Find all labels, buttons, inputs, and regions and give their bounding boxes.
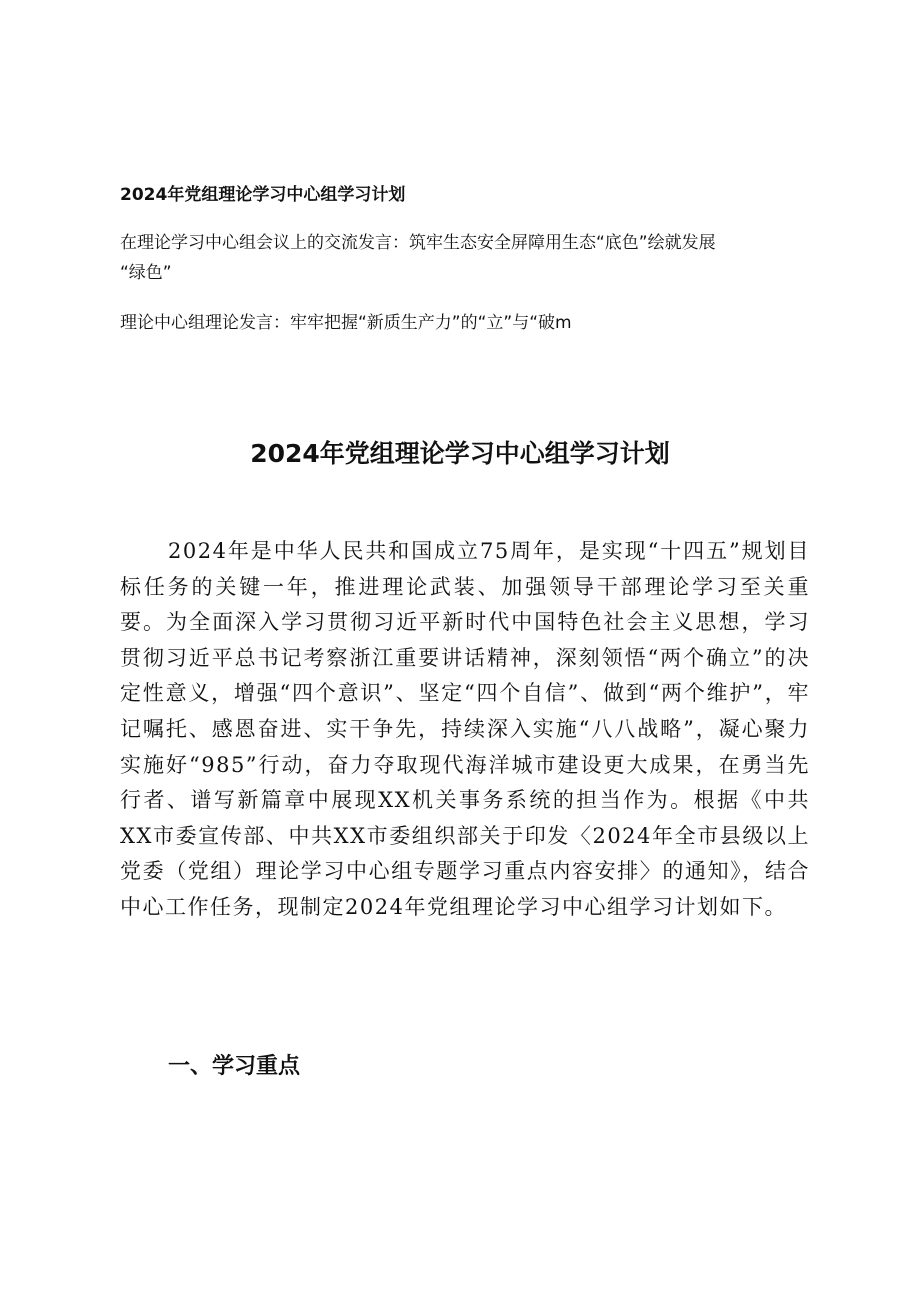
toc-item-study-plan: 2024年党组理论学习中心组学习计划 <box>120 185 406 205</box>
document-title: 2024年党组理论学习中心组学习计划 <box>250 439 670 468</box>
intro-paragraph: 2024年是中华人民共和国成立75周年，是实现“十四五”规划目标任务的关键一年，推进理论武装、加强领导干部理论学习至关重要。为全面深入学习贯彻习近平新时代中国特色社会主义思想，学习贯彻习近平总书记考察浙江重要讲话精神，深刻领悟“两个确立”的决定性意义，增强“四个意识”、坚定“四个自信”、做到“两个维护”，牢记嘱托、感恩奋进、实干争先，持续深入实施“八八战略”，凝心聚力实施好“985”行动，奋力夺取现代海洋城市建设更大成果，在勇当先行者、谱写新篇章中展现XX机关事务系统的担当作为。根据《中共XX市委宣传部、中共XX市委组织部关于印发〈2024年全市县级以上党委（党组）理论学习中心组专题学习重点内容安排〉的通知》，结合中心工作任务，现制定2024年党组理论学习中心组学习计划如下。 <box>120 539 810 919</box>
toc-item-exchange-speech: 在理论学习中心组会议上的交流发言：筑牢生态安全屏障用生态“底色”绘就发展 <box>120 233 716 253</box>
toc-item-theory-speech: 理论中心组理论发言：牢牢把握“新质生产力”的“立”与“破m <box>120 313 572 333</box>
section-heading-study-focus: 一、学习重点 <box>168 1054 301 1079</box>
toc-item-exchange-speech-continued: “绿色” <box>120 263 172 283</box>
table-of-contents <box>120 180 810 338</box>
